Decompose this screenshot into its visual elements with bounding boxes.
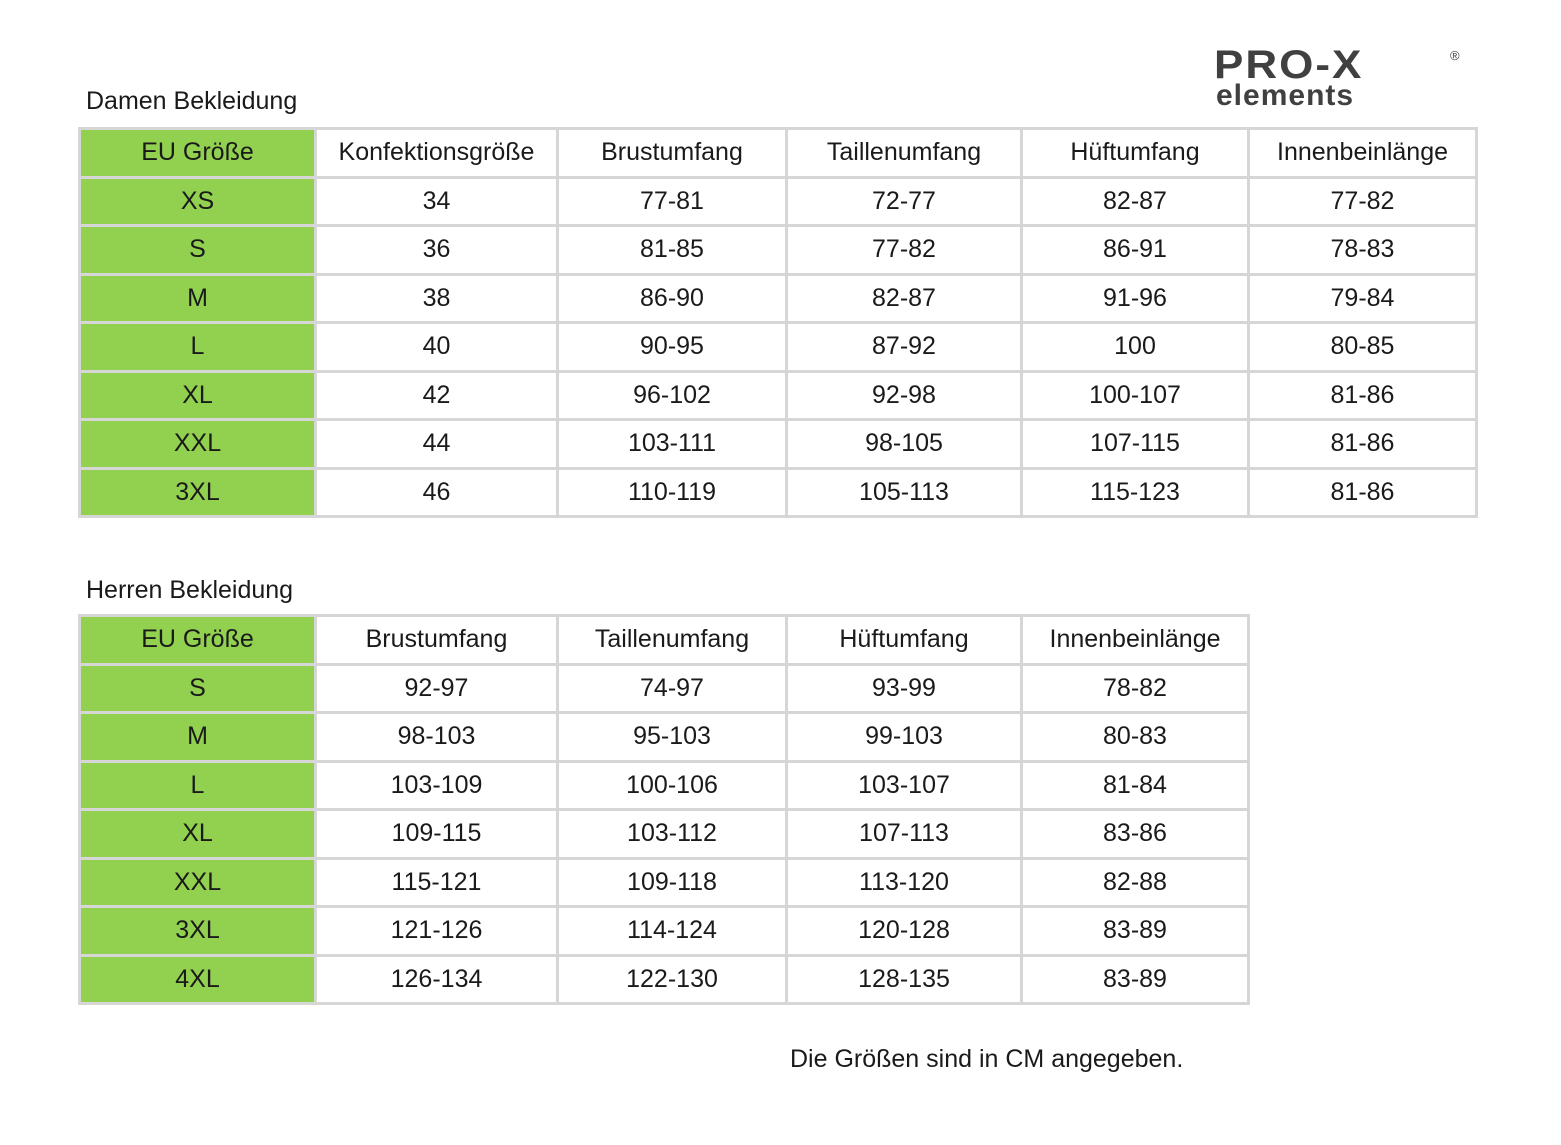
measurement-cell: 78-83: [1249, 226, 1477, 275]
measurement-cell: 72-77: [787, 177, 1022, 226]
measurement-cell: 86-90: [558, 274, 787, 323]
measurement-cell: 82-88: [1022, 858, 1249, 907]
size-column-header: EU Größe: [80, 616, 316, 665]
column-header: Brustumfang: [558, 129, 787, 178]
measurement-cell: 90-95: [558, 323, 787, 372]
table-row: [80, 907, 1249, 956]
table-row: [80, 371, 1477, 420]
size-label-cell: XXL: [80, 420, 316, 469]
measurement-cell: 95-103: [558, 713, 787, 762]
column-header: Hüftumfang: [1022, 129, 1249, 178]
measurement-cell: 83-89: [1022, 955, 1249, 1004]
measurement-cell: 82-87: [787, 274, 1022, 323]
measurement-cell: 109-118: [558, 858, 787, 907]
measurement-cell: 42: [316, 371, 558, 420]
table-row: [80, 420, 1477, 469]
measurement-cell: 91-96: [1022, 274, 1249, 323]
measurement-cell: 92-97: [316, 664, 558, 713]
column-header: Konfektionsgröße: [316, 129, 558, 178]
column-header: Brustumfang: [316, 616, 558, 665]
measurement-cell: 81-85: [558, 226, 787, 275]
measurement-cell: 99-103: [787, 713, 1022, 762]
size-label-cell: 4XL: [80, 955, 316, 1004]
measurement-cell: 78-82: [1022, 664, 1249, 713]
measurement-cell: 87-92: [787, 323, 1022, 372]
table-row: [80, 226, 1477, 275]
size-label-cell: XL: [80, 810, 316, 859]
measurement-cell: 81-86: [1249, 420, 1477, 469]
measurement-cell: 93-99: [787, 664, 1022, 713]
measurement-cell: 109-115: [316, 810, 558, 859]
measurement-cell: 98-105: [787, 420, 1022, 469]
column-header: Hüftumfang: [787, 616, 1022, 665]
measurement-cell: 81-84: [1022, 761, 1249, 810]
column-header: Taillenumfang: [787, 129, 1022, 178]
measurement-cell: 80-83: [1022, 713, 1249, 762]
measurement-cell: 86-91: [1022, 226, 1249, 275]
header-row: [80, 616, 1249, 665]
column-header: Innenbeinlänge: [1249, 129, 1477, 178]
table-row: [80, 177, 1477, 226]
table-row: [80, 323, 1477, 372]
size-label-cell: L: [80, 323, 316, 372]
table-row: [80, 274, 1477, 323]
measurement-cell: 113-120: [787, 858, 1022, 907]
size-label-cell: 3XL: [80, 907, 316, 956]
column-header: Taillenumfang: [558, 616, 787, 665]
size-label-cell: M: [80, 713, 316, 762]
men-size-table: [78, 614, 1250, 1005]
column-header: Innenbeinlänge: [1022, 616, 1249, 665]
size-label-cell: S: [80, 664, 316, 713]
units-footnote: Die Größen sind in CM angegeben.: [790, 1045, 1184, 1073]
size-label-cell: XL: [80, 371, 316, 420]
measurement-cell: 77-82: [1249, 177, 1477, 226]
women-section-title: Damen Bekleidung: [86, 87, 298, 115]
measurement-cell: 126-134: [316, 955, 558, 1004]
size-label-cell: XS: [80, 177, 316, 226]
size-label-cell: L: [80, 761, 316, 810]
men-section-title: Herren Bekleidung: [86, 576, 294, 604]
measurement-cell: 40: [316, 323, 558, 372]
measurement-cell: 103-107: [787, 761, 1022, 810]
measurement-cell: 79-84: [1249, 274, 1477, 323]
measurement-cell: 46: [316, 468, 558, 517]
table-row: [80, 955, 1249, 1004]
size-label-cell: 3XL: [80, 468, 316, 517]
measurement-cell: 100: [1022, 323, 1249, 372]
size-label-cell: M: [80, 274, 316, 323]
measurement-cell: 81-86: [1249, 468, 1477, 517]
table-row: [80, 761, 1249, 810]
logo-subtitle: elements: [1216, 79, 1355, 112]
measurement-cell: 96-102: [558, 371, 787, 420]
measurement-cell: 107-113: [787, 810, 1022, 859]
measurement-cell: 103-112: [558, 810, 787, 859]
women-size-table: [78, 127, 1478, 518]
measurement-cell: 115-121: [316, 858, 558, 907]
size-label-cell: S: [80, 226, 316, 275]
table-row: [80, 664, 1249, 713]
measurement-cell: 100-106: [558, 761, 787, 810]
table-row: [80, 858, 1249, 907]
measurement-cell: 77-81: [558, 177, 787, 226]
table-row: [80, 810, 1249, 859]
measurement-cell: 107-115: [1022, 420, 1249, 469]
logo-wordmark: PRO-X: [1214, 43, 1364, 88]
measurement-cell: 34: [316, 177, 558, 226]
registered-mark: ®: [1450, 48, 1460, 63]
measurement-cell: 115-123: [1022, 468, 1249, 517]
measurement-cell: 128-135: [787, 955, 1022, 1004]
measurement-cell: 83-86: [1022, 810, 1249, 859]
table-row: [80, 713, 1249, 762]
measurement-cell: 103-109: [316, 761, 558, 810]
measurement-cell: 121-126: [316, 907, 558, 956]
measurement-cell: 110-119: [558, 468, 787, 517]
measurement-cell: 105-113: [787, 468, 1022, 517]
measurement-cell: 80-85: [1249, 323, 1477, 372]
measurement-cell: 74-97: [558, 664, 787, 713]
measurement-cell: 100-107: [1022, 371, 1249, 420]
size-column-header: EU Größe: [80, 129, 316, 178]
measurement-cell: 98-103: [316, 713, 558, 762]
measurement-cell: 114-124: [558, 907, 787, 956]
size-label-cell: XXL: [80, 858, 316, 907]
measurement-cell: 38: [316, 274, 558, 323]
measurement-cell: 122-130: [558, 955, 787, 1004]
measurement-cell: 83-89: [1022, 907, 1249, 956]
measurement-cell: 77-82: [787, 226, 1022, 275]
measurement-cell: 44: [316, 420, 558, 469]
measurement-cell: 36: [316, 226, 558, 275]
header-row: [80, 129, 1477, 178]
measurement-cell: 81-86: [1249, 371, 1477, 420]
measurement-cell: 103-111: [558, 420, 787, 469]
measurement-cell: 82-87: [1022, 177, 1249, 226]
measurement-cell: 120-128: [787, 907, 1022, 956]
table-row: [80, 468, 1477, 517]
pro-x-logo: [1212, 44, 1472, 110]
measurement-cell: 92-98: [787, 371, 1022, 420]
